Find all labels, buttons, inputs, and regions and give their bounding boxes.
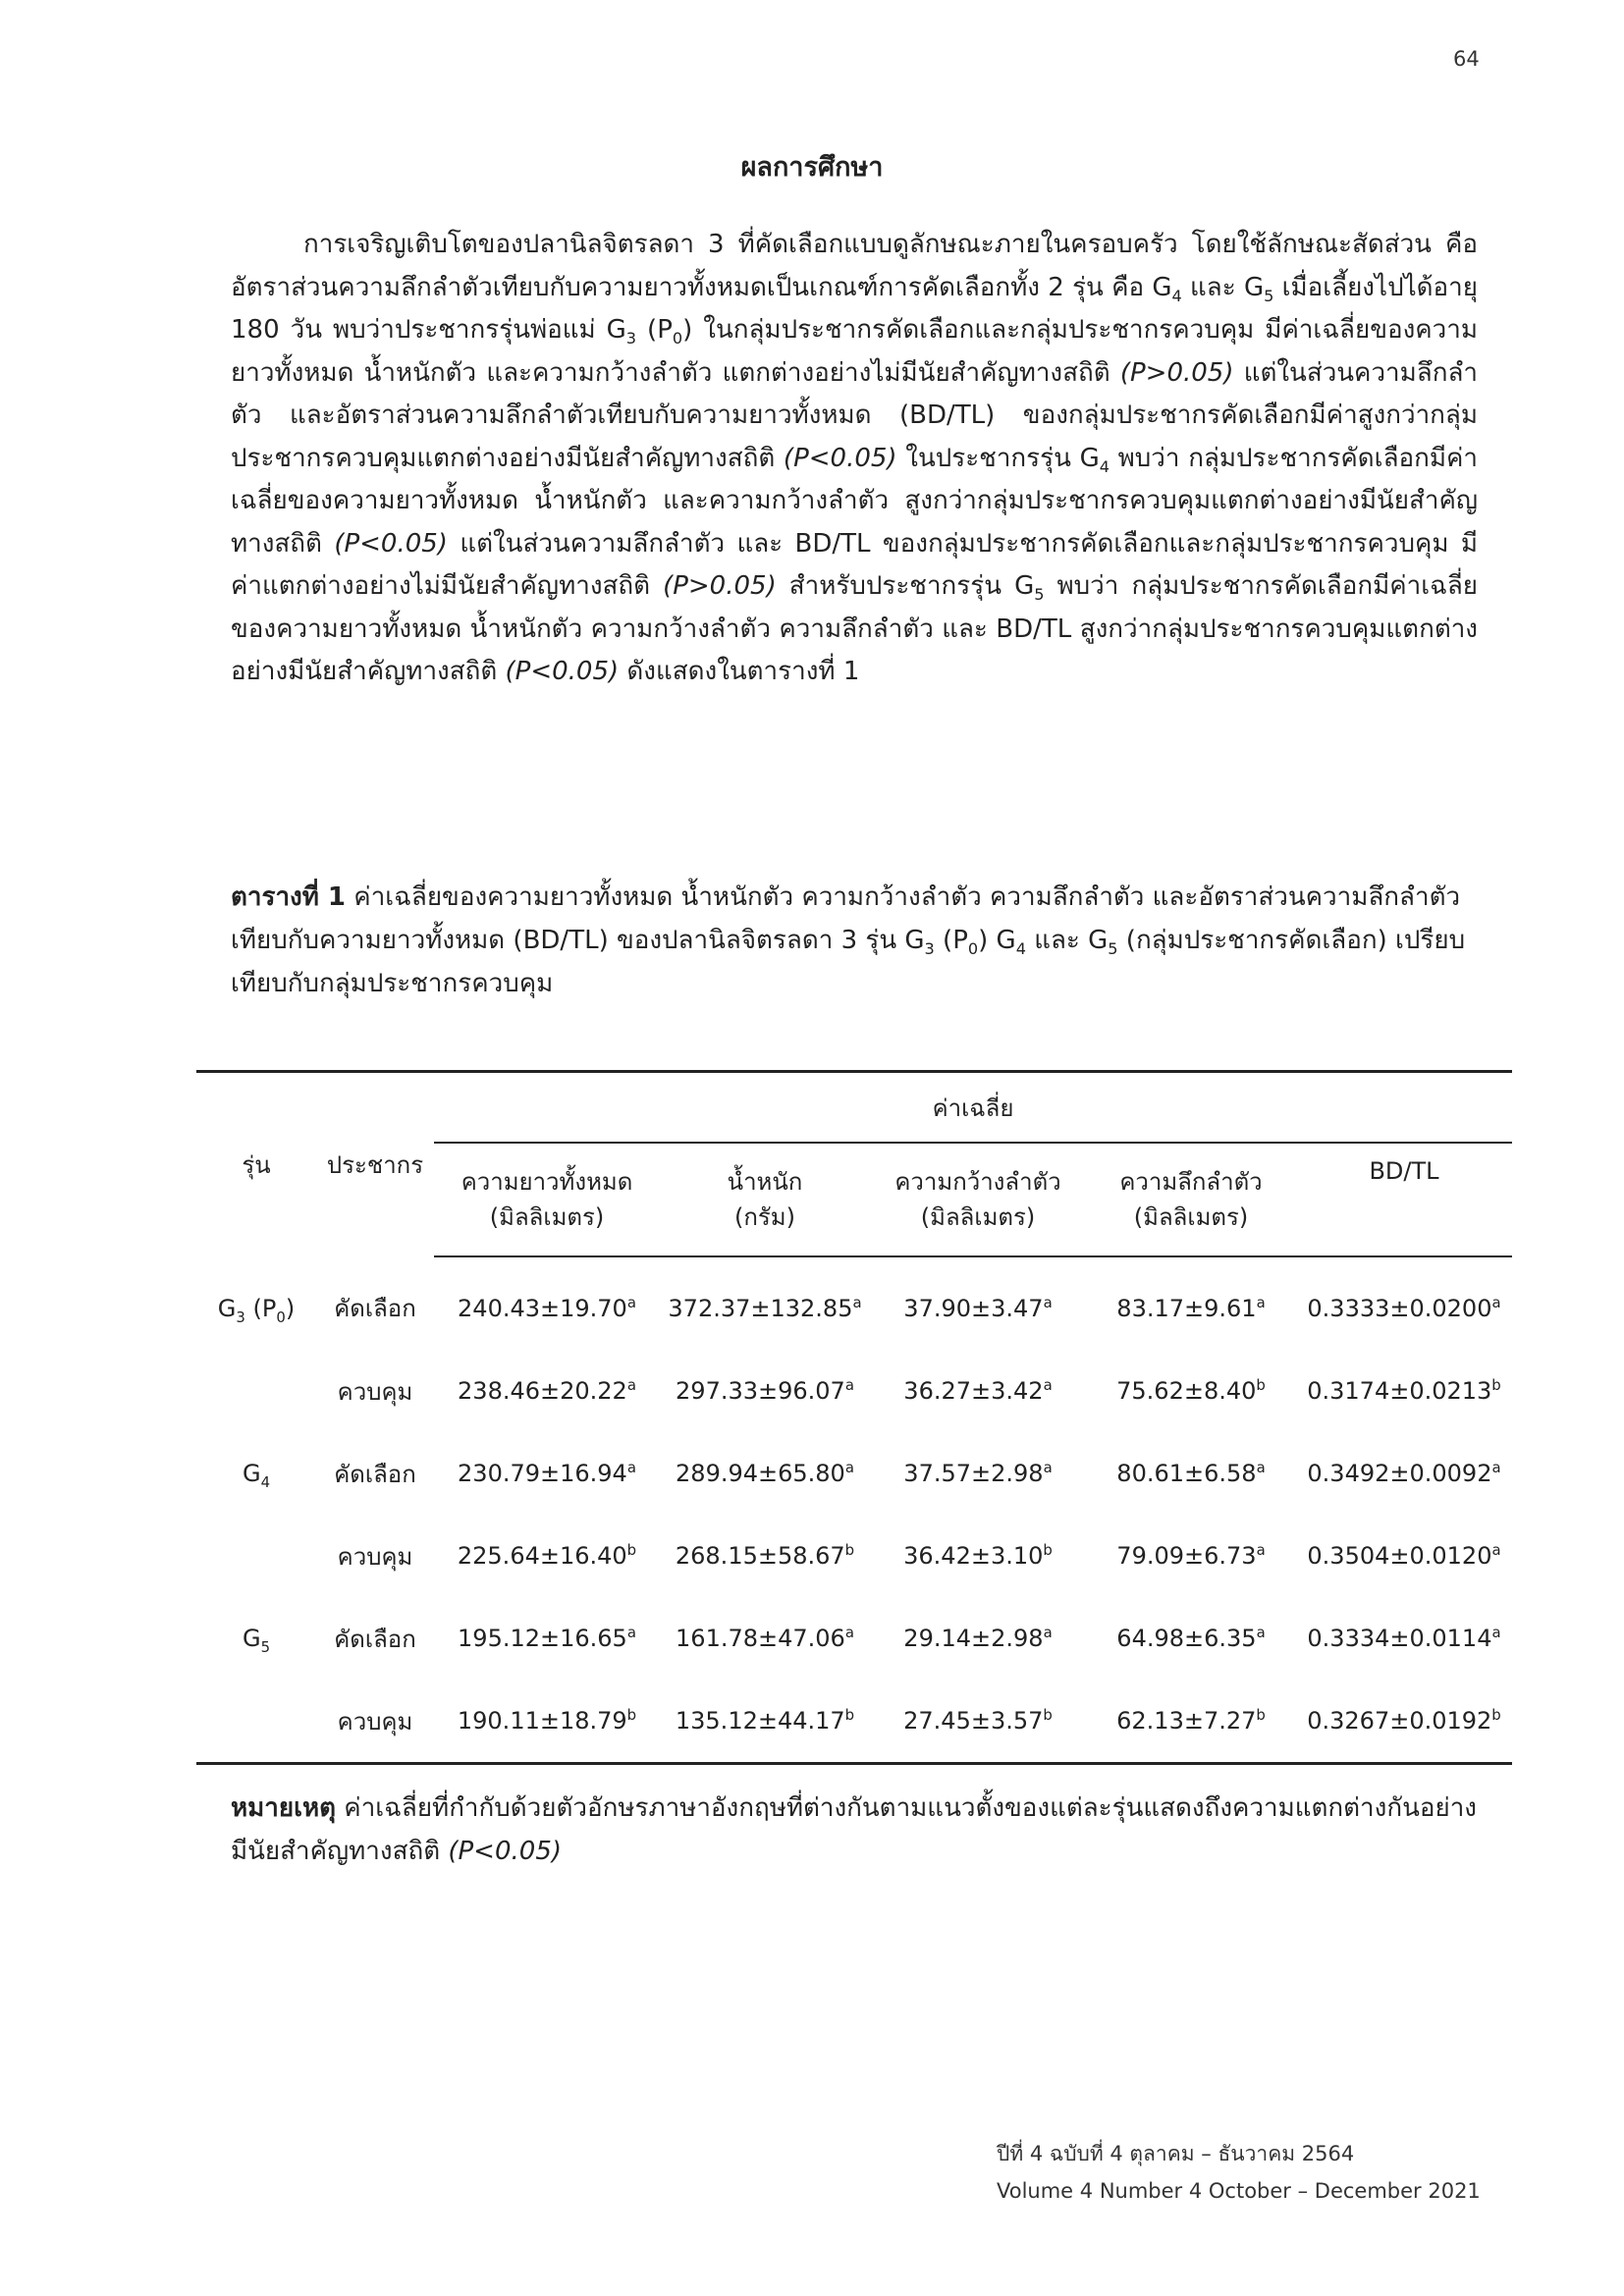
mean-sd: 225.64±16.40 bbox=[457, 1542, 627, 1570]
cell-value bbox=[1086, 1256, 1296, 1350]
cell-value bbox=[434, 1515, 660, 1597]
subscript: 5 bbox=[1108, 939, 1118, 959]
cell-value bbox=[660, 1256, 870, 1350]
significance-letter: b bbox=[844, 1541, 855, 1559]
results-table bbox=[196, 1070, 1512, 1765]
table-caption bbox=[231, 876, 1478, 1005]
header-body-depth bbox=[1086, 1143, 1296, 1256]
cell-population: ควบคุม bbox=[337, 1542, 413, 1571]
significance-letter: b bbox=[1491, 1706, 1501, 1724]
cell-value bbox=[870, 1432, 1086, 1515]
header-bdtl: BD/TL bbox=[1296, 1143, 1512, 1256]
mean-sd: 297.33±96.07 bbox=[676, 1377, 845, 1405]
mean-sd: 79.09±6.73 bbox=[1116, 1542, 1257, 1570]
generation-part: 5 bbox=[260, 1637, 271, 1656]
significance-letter: b bbox=[844, 1706, 855, 1724]
mean-sd: 0.3174±0.0213 bbox=[1307, 1377, 1492, 1405]
table-body bbox=[196, 1256, 1512, 1764]
significance-letter: a bbox=[1256, 1624, 1266, 1641]
note-label: หมายเหตุ bbox=[231, 1793, 337, 1823]
text-run: (กลุ่มประชากรคัดเลือก) เปรียบเทียบกับกลุ่มประชากรควบคุม bbox=[231, 926, 1466, 998]
cell-generation bbox=[196, 1515, 316, 1597]
mean-sd: 238.46±20.22 bbox=[458, 1377, 627, 1405]
mean-sd: 62.13±7.27 bbox=[1116, 1707, 1257, 1735]
p-value: (P<0.05) bbox=[783, 443, 897, 473]
subscript: 4 bbox=[1099, 456, 1110, 476]
mean-sd: 289.94±65.80 bbox=[676, 1460, 845, 1487]
text-run: ) G bbox=[978, 926, 1016, 955]
significance-letter: a bbox=[1256, 1294, 1266, 1311]
text-run: เมื่อเลี้ยงไปได้อายุ 180 วัน พบว่าประชากรรุ่นพ่อแม่ G bbox=[231, 272, 1478, 345]
text-run: แต่ในส่วนความลึกลำตัว และอัตราส่วนความลึกลำตัวเทียบกับความยาวทั้งหมด (BD/TL) ของกลุ่มประชากรคัดเลือกมีค่าสูงกว่ากลุ่มประชากรควบคุมแตกต่างอย่างมีนัยสำคัญทางสถิติ bbox=[231, 357, 1478, 473]
header-label: ความยาวทั้งหมด bbox=[460, 1168, 633, 1196]
significance-letter: a bbox=[626, 1294, 636, 1311]
significance-letter: a bbox=[626, 1376, 636, 1394]
generation-part: G bbox=[242, 1625, 261, 1652]
cell-value bbox=[660, 1432, 870, 1515]
table-row bbox=[196, 1350, 1512, 1432]
header-label: ความลึกลำตัว bbox=[1119, 1168, 1263, 1196]
cell-population: คัดเลือก bbox=[334, 1625, 416, 1653]
mean-sd: 36.42±3.10 bbox=[903, 1542, 1044, 1570]
text-run: และ G bbox=[1181, 272, 1265, 302]
mean-sd: 0.3492±0.0092 bbox=[1307, 1460, 1492, 1487]
cell-value bbox=[1296, 1256, 1512, 1350]
cell-value bbox=[870, 1350, 1086, 1432]
cell-value bbox=[434, 1432, 660, 1515]
p-value: (P<0.05) bbox=[448, 1837, 563, 1866]
text-run: ) ในกลุ่มประชากรคัดเลือกและกลุ่มประชากรควบคุม มีค่าเฉลี่ยของความยาวทั้งหมด น้ำหนักตัว และความกว้างลำตัว แตกต่างอย่างไม่มีนัยสำคัญทางสถิติ bbox=[231, 315, 1479, 388]
mean-sd: 37.90±3.47 bbox=[903, 1295, 1044, 1322]
significance-letter: a bbox=[1491, 1541, 1501, 1559]
cell-population: คัดเลือก bbox=[334, 1460, 416, 1488]
cell-value bbox=[870, 1256, 1086, 1350]
caption-label: ตารางที่ 1 bbox=[231, 882, 347, 912]
cell-generation bbox=[196, 1680, 316, 1764]
cell-value bbox=[1086, 1515, 1296, 1597]
header-weight bbox=[660, 1143, 870, 1256]
significance-letter: b bbox=[626, 1541, 637, 1559]
subscript: 4 bbox=[1171, 286, 1182, 305]
mean-sd: 0.3334±0.0114 bbox=[1307, 1625, 1492, 1652]
significance-letter: a bbox=[626, 1624, 636, 1641]
mean-sd: 190.11±18.79 bbox=[457, 1707, 627, 1735]
cell-value bbox=[1296, 1432, 1512, 1515]
significance-letter: a bbox=[844, 1624, 854, 1641]
significance-letter: a bbox=[852, 1294, 862, 1311]
significance-letter: b bbox=[1256, 1376, 1266, 1394]
text-run: (P bbox=[934, 926, 968, 955]
header-generation: รุ่น bbox=[196, 1072, 316, 1257]
cell-value bbox=[660, 1597, 870, 1680]
cell-value bbox=[660, 1350, 870, 1432]
mean-sd: 37.57±2.98 bbox=[903, 1460, 1044, 1487]
text-run: สำหรับประชากรรุ่น G bbox=[776, 571, 1035, 601]
cell-population: คัดเลือก bbox=[334, 1295, 416, 1322]
mean-sd: 27.45±3.57 bbox=[903, 1707, 1044, 1735]
cell-value bbox=[660, 1680, 870, 1764]
p-value: (P<0.05) bbox=[334, 528, 448, 559]
cell-value bbox=[1086, 1680, 1296, 1764]
cell-value bbox=[1086, 1432, 1296, 1515]
table-row bbox=[196, 1515, 1512, 1597]
subscript: 5 bbox=[1264, 286, 1274, 305]
section-heading: ผลการศึกษา bbox=[740, 152, 884, 183]
mean-sd: 0.3333±0.0200 bbox=[1307, 1295, 1492, 1322]
mean-sd: 195.12±16.65 bbox=[458, 1625, 627, 1652]
mean-sd: 0.3504±0.0120 bbox=[1307, 1542, 1492, 1570]
subscript: 0 bbox=[967, 939, 979, 959]
mean-sd: 0.3267±0.0192 bbox=[1307, 1707, 1492, 1735]
cell-value bbox=[1086, 1350, 1296, 1432]
cell-generation bbox=[196, 1597, 316, 1680]
note-text: ค่าเฉลี่ยที่กำกับด้วยตัวอักษรภาษาอังกฤษที่ต่างกันตามแนวตั้งของแต่ละรุ่นแสดงถึงความแตกต่างกันอย่างมีนัยสำคัญทางสถิติ bbox=[231, 1793, 1477, 1866]
significance-letter: a bbox=[844, 1376, 854, 1394]
p-value: (P<0.05) bbox=[505, 657, 620, 686]
header-unit: (มิลลิเมตร) bbox=[920, 1203, 1036, 1231]
cell-value bbox=[870, 1680, 1086, 1764]
significance-letter: b bbox=[1256, 1706, 1266, 1724]
cell-value bbox=[1296, 1597, 1512, 1680]
mean-sd: 135.12±44.17 bbox=[675, 1707, 845, 1735]
significance-letter: b bbox=[626, 1706, 637, 1724]
text-run: การเจริญเติบโตของปลานิลจิตรลดา 3 ที่คัดเลือกแบบดูลักษณะภายในครอบครัว โดยใช้ลักษณะสัดส่วน คือ อัตราส่วนความลึกลำตัวเทียบกับความยาวทั้งหมดเป็นเกณฑ์การคัดเลือกทั้ง 2 รุ่น คือ G bbox=[231, 230, 1478, 302]
cell-value bbox=[1086, 1597, 1296, 1680]
cell-value bbox=[434, 1256, 660, 1350]
generation-part: ) bbox=[285, 1294, 296, 1322]
significance-letter: a bbox=[1043, 1459, 1053, 1476]
significance-letter: a bbox=[1043, 1624, 1053, 1641]
significance-letter: b bbox=[1491, 1376, 1501, 1394]
significance-letter: a bbox=[1256, 1459, 1266, 1476]
cell-value bbox=[434, 1597, 660, 1680]
mean-sd: 80.61±6.58 bbox=[1116, 1460, 1257, 1487]
cell-value bbox=[870, 1515, 1086, 1597]
footer-thai: ปีที่ 4 ฉบับที่ 4 ตุลาคม – ธันวาคม 2564 bbox=[997, 2142, 1355, 2165]
generation-part: G bbox=[242, 1460, 261, 1487]
header-unit: (กรัม) bbox=[734, 1203, 795, 1231]
text-run: ค่าเฉลี่ยของความยาวทั้งหมด น้ำหนักตัว ความกว้างลำตัว ความลึกลำตัว และอัตราส่วนความลึกลำตัวเทียบกับความยาวทั้งหมด (BD/TL) ของปลานิลจิตรลดา 3 รุ่น G bbox=[231, 882, 1461, 955]
cell-value bbox=[434, 1350, 660, 1432]
header-population: ประชากร bbox=[316, 1072, 434, 1257]
mean-sd: 75.62±8.40 bbox=[1116, 1377, 1257, 1405]
generation-part: G bbox=[217, 1294, 237, 1322]
page-number: 64 bbox=[1453, 47, 1480, 71]
text-run: และ G bbox=[1025, 926, 1109, 955]
text-run: พบว่า กลุ่มประชากรคัดเลือกมีค่าเฉลี่ยของความยาวทั้งหมด น้ำหนักตัว และความกว้างลำตัว สูงกว่ากลุ่มประชากรควบคุมแตกต่างอย่างมีนัยสำคัญทางสถิติ bbox=[231, 443, 1478, 559]
header-unit: (มิลลิเมตร) bbox=[489, 1203, 605, 1231]
mean-sd: 29.14±2.98 bbox=[903, 1625, 1044, 1652]
generation-part: 3 bbox=[236, 1308, 245, 1326]
cell-value bbox=[870, 1597, 1086, 1680]
text-run: แต่ในส่วนความลึกลำตัว และ BD/TL ของกลุ่มประชากรคัดเลือกและกลุ่มประชากรควบคุม มีค่าแตกต่างอย่างไม่มีนัยสำคัญทางสถิติ bbox=[231, 528, 1479, 601]
mean-sd: 64.98±6.35 bbox=[1116, 1625, 1257, 1652]
p-value: (P>0.05) bbox=[663, 571, 777, 601]
cell-generation bbox=[196, 1432, 316, 1515]
significance-letter: a bbox=[1043, 1294, 1053, 1311]
subscript: 4 bbox=[1015, 939, 1026, 959]
p-value: (P>0.05) bbox=[1119, 357, 1234, 388]
header-unit: (มิลลิเมตร) bbox=[1133, 1203, 1249, 1231]
cell-population: ควบคุม bbox=[316, 1680, 434, 1764]
header-mean: ค่าเฉลี่ย bbox=[434, 1072, 1512, 1144]
mean-sd: 161.78±47.06 bbox=[676, 1625, 845, 1652]
results-paragraph bbox=[231, 224, 1478, 694]
significance-letter: a bbox=[1491, 1624, 1501, 1641]
cell-generation bbox=[196, 1350, 316, 1432]
significance-letter: b bbox=[1043, 1541, 1053, 1559]
significance-letter: a bbox=[626, 1459, 636, 1476]
table-note bbox=[231, 1787, 1478, 1873]
header-total-length bbox=[434, 1143, 660, 1256]
footer-english: Volume 4 Number 4 October – December 2021 bbox=[997, 2179, 1481, 2203]
table-row bbox=[196, 1597, 1512, 1680]
mean-sd: 230.79±16.94 bbox=[458, 1460, 627, 1487]
header-body-width bbox=[870, 1143, 1086, 1256]
table-row bbox=[196, 1256, 1512, 1350]
mean-sd: 83.17±9.61 bbox=[1116, 1295, 1257, 1322]
generation-part: 4 bbox=[260, 1472, 271, 1491]
table-row bbox=[196, 1680, 1512, 1764]
mean-sd: 372.37±132.85 bbox=[668, 1295, 853, 1322]
text-run: ในประชากรรุ่น G bbox=[896, 443, 1100, 473]
cell-generation bbox=[196, 1256, 316, 1350]
mean-sd: 240.43±19.70 bbox=[458, 1295, 627, 1322]
cell-value bbox=[434, 1680, 660, 1764]
text-run: (P bbox=[636, 315, 673, 345]
significance-letter: a bbox=[1491, 1459, 1501, 1476]
header-label: ความกว้างลำตัว bbox=[894, 1168, 1061, 1196]
mean-sd: 36.27±3.42 bbox=[903, 1377, 1044, 1405]
significance-letter: a bbox=[1491, 1294, 1501, 1311]
cell-value bbox=[1296, 1680, 1512, 1764]
cell-population: ควบคุม bbox=[337, 1377, 413, 1406]
text-run: พบว่า กลุ่มประชากรคัดเลือกมีค่าเฉลี่ยของความยาวทั้งหมด น้ำหนักตัว ความกว้างลำตัว ความลึกลำตัว และ BD/TL สูงกว่ากลุ่มประชากรควบคุมแตกต่างอย่างมีนัยสำคัญทางสถิติ bbox=[231, 571, 1478, 686]
cell-value bbox=[1296, 1515, 1512, 1597]
mean-sd: 268.15±58.67 bbox=[675, 1542, 845, 1570]
cell-value bbox=[1296, 1350, 1512, 1432]
subscript: 0 bbox=[672, 329, 683, 348]
generation-part: 0 bbox=[276, 1308, 286, 1326]
subscript: 3 bbox=[625, 329, 637, 348]
header-label: น้ำหนัก bbox=[727, 1168, 803, 1196]
text-run: ดังแสดงในตารางที่ 1 bbox=[619, 657, 860, 686]
table-row bbox=[196, 1432, 1512, 1515]
subscript: 3 bbox=[924, 939, 935, 959]
significance-letter: b bbox=[1043, 1706, 1053, 1724]
subscript: 5 bbox=[1034, 585, 1045, 605]
cell-value bbox=[660, 1515, 870, 1597]
generation-part: (P bbox=[244, 1294, 277, 1322]
significance-letter: a bbox=[844, 1459, 854, 1476]
significance-letter: a bbox=[1256, 1541, 1266, 1559]
footer bbox=[997, 2135, 1481, 2210]
significance-letter: a bbox=[1043, 1376, 1053, 1394]
